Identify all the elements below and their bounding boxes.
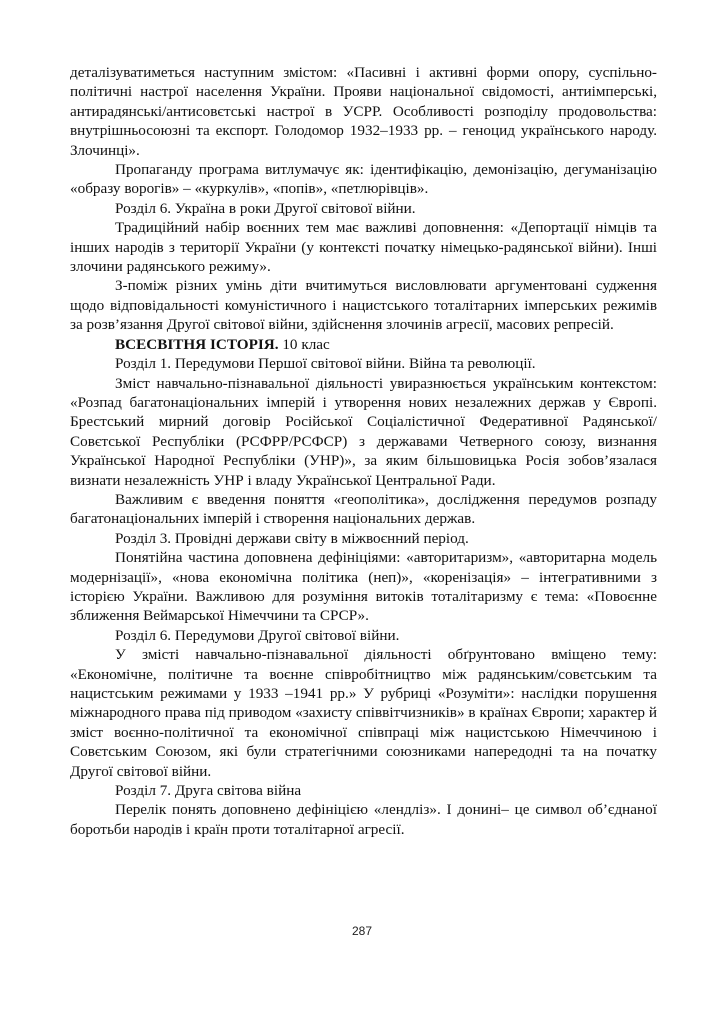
paragraph: Перелік понять доповнено дефініцією «лендліз». І донині– це символ об’єднаної боротьби народів і країн проти тоталітарної агресії. [70, 801, 657, 838]
paragraph: Понятійна частина доповнена дефініціями: «авторитаризм», «авторитарна модель модернізації», «нова економічна політика (неп)», «коренізація» – інтегративними з історією України. Важливою для розуміння витоків тоталітаризму є тема: «Повоєнне зближення Веймарської Німеччини та СРСР». [70, 549, 657, 625]
paragraph: Пропаганду програма витлумачує як: ідентифікацію, демонізацію, дегуманізацію «образу ворогів» – «куркулів», «попів», «петлюрівців». [70, 161, 657, 198]
section-heading: Розділ 6. Україна в роки Другої світової війни. [115, 199, 416, 217]
section-heading: Розділ 6. Передумови Другої світової війни. [115, 626, 400, 644]
section-heading: Розділ 7. Друга світова війна [115, 782, 302, 800]
course-grade: 10 клас [278, 335, 330, 353]
course-heading [70, 335, 657, 354]
section-heading: Розділ 3. Провідні держави світу в міжвоєнний період. [115, 529, 469, 547]
paragraph: Важливим є введення поняття «геополітика», дослідження передумов розпаду багатонаціональних імперій і створення національних держав. [70, 490, 657, 528]
page-number: 287 [351, 924, 373, 938]
paragraph: деталізуватиметься наступним змістом: «Пасивні і активні форми опору, суспільно-політичні настрої населення України. Прояви національної свідомості, антиімперські, антирадянські/антисовєтські настрої в УСРР. Особливості розподілу продовольства: внутрішньосоюзні та експорт. Голодомор 1932–1933 рр. – геноцид українського народу. Злочинці». [70, 64, 657, 159]
section-heading: Розділ 1. Передумови Першої світової війни. Війна та революції. [115, 355, 536, 373]
paragraph: З-поміж різних умінь діти вчитимуться висловлювати аргументовані судження щодо відповідальності комуністичного і нацистського тоталітарних імперських режимів за розв’язання Другої світової війни, здійснення злочинів агресії, масових репресій. [70, 277, 657, 334]
paragraph: Традиційний набір воєнних тем має важливі доповнення: «Депортації німців та інших народів з території України (у контексті початку німецько-радянської війни). Інші злочини радянського режиму». [70, 219, 657, 276]
paragraph: У змісті навчально-пізнавальної діяльності обґрунтовано вміщено тему: «Економічне, політичне та воєнне співробітництво між радянським/совєтським та нацистським режимами у 1933 –1941 рр.» У рубриці «Розуміти»: наслідки порушення міжнародного права під приводом «захисту співвітчизників» в країнах Європи; характер й зміст воєнно-політичної та економічної співпраці між нацистською Німеччиною і Совєтським Союзом, які були стратегічними союзниками напередодні та на початку Другої світової війни. [70, 646, 657, 780]
document-body [70, 63, 657, 839]
paragraph: Зміст навчально-пізнавальної діяльності увиразнюється українським контекстом: «Розпад багатонаціональних імперій і утворення нових незалежних держав у Європі. Брестський мирний договір Російської Соціалістичної Федеративної Радянської/Совєтської Республіки (РСФРР/РСФСР) з державами Четверного союзу, визнання Української Народної Республіки (УНР)», за яким більшовицька Росія зобов’язалася визнати незалежність УНР і владу Української Центральної Ради. [70, 374, 657, 489]
course-title: ВСЕСВІТНЯ ІСТОРІЯ. [115, 335, 279, 353]
